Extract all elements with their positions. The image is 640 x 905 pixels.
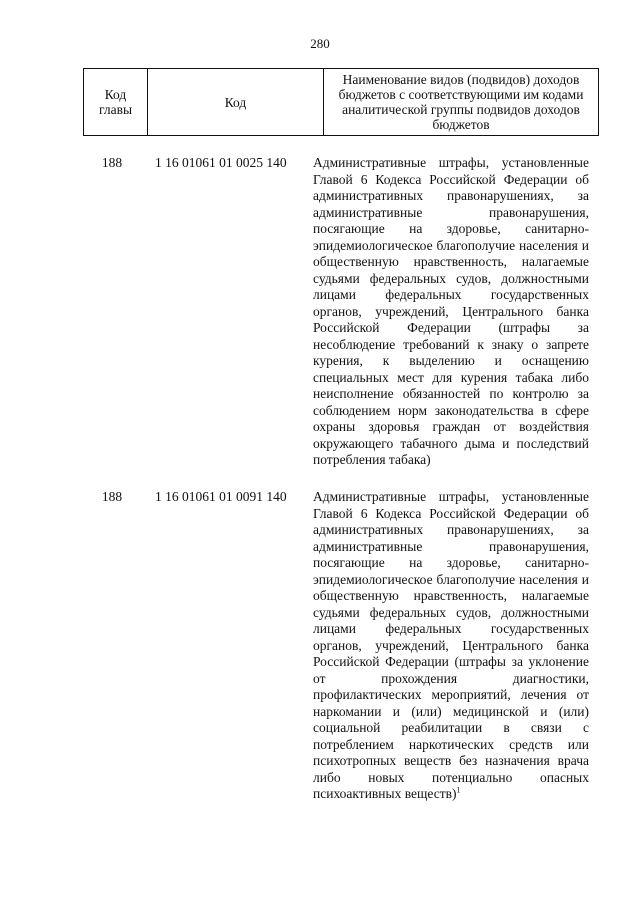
row-description: [313, 489, 589, 803]
footnote-marker: 1: [456, 785, 461, 795]
row-description-text: Административные штрафы, установленные Главой 6 Кодекса Российской Федерации об административных правонарушениях, за административные правонарушения, посягающие на здоровье, санитарно-эпидемиологическое благополучие населения и общественную нравственность, налагаемые судьями федеральных судов, должностными лицами федеральных государственных органов, учреждений, Центрального банка Российской Федерации (штрафы за уклонение от прохождения диагностики, профилактических мероприятий, лечения от наркомании и (или) медицинской и (или) социальной реабилитации в связи с потреблением наркотических средств или психотропных веществ без назначения врача либо новых потенциально опасных психоактивных веществ): [313, 489, 589, 801]
header-row: [84, 69, 599, 136]
page-number: 280: [310, 36, 330, 51]
row-chapter-code: 188: [101, 155, 123, 170]
row-code: 1 16 01061 01 0091 140: [155, 489, 287, 504]
row-description: [313, 155, 589, 469]
row-description-text: Административные штрафы, установленные Главой 6 Кодекса Российской Федерации об административных правонарушениях, за административные правонарушения, посягающие на здоровье, санитарно-эпидемиологическое благополучие населения и общественную нравственность, налагаемые судьями федеральных судов, должностными лицами федеральных государственных органов, учреждений, Центрального банка Российской Федерации (штрафы за несоблюдение требований к знаку о запрете курения, к выделению и оснащению специальных мест для курения табака либо неисполнение обязанностей по контролю за соблюдением норм законодательства в сфере охраны здоровья граждан от воздействия окружающего табачного дыма и последствий потребления табака): [313, 155, 589, 467]
header-chapter-code: Код главы: [84, 69, 148, 136]
header-revenue-name: Наименование видов (подвидов) доходов бюджетов с соответствующими им кодами аналитической группы подвидов доходов бюджетов: [324, 69, 599, 136]
row-chapter-code: 188: [101, 489, 123, 504]
row-code: 1 16 01061 01 0025 140: [155, 155, 287, 170]
header-table: [83, 68, 599, 136]
header-code: Код: [148, 69, 324, 136]
